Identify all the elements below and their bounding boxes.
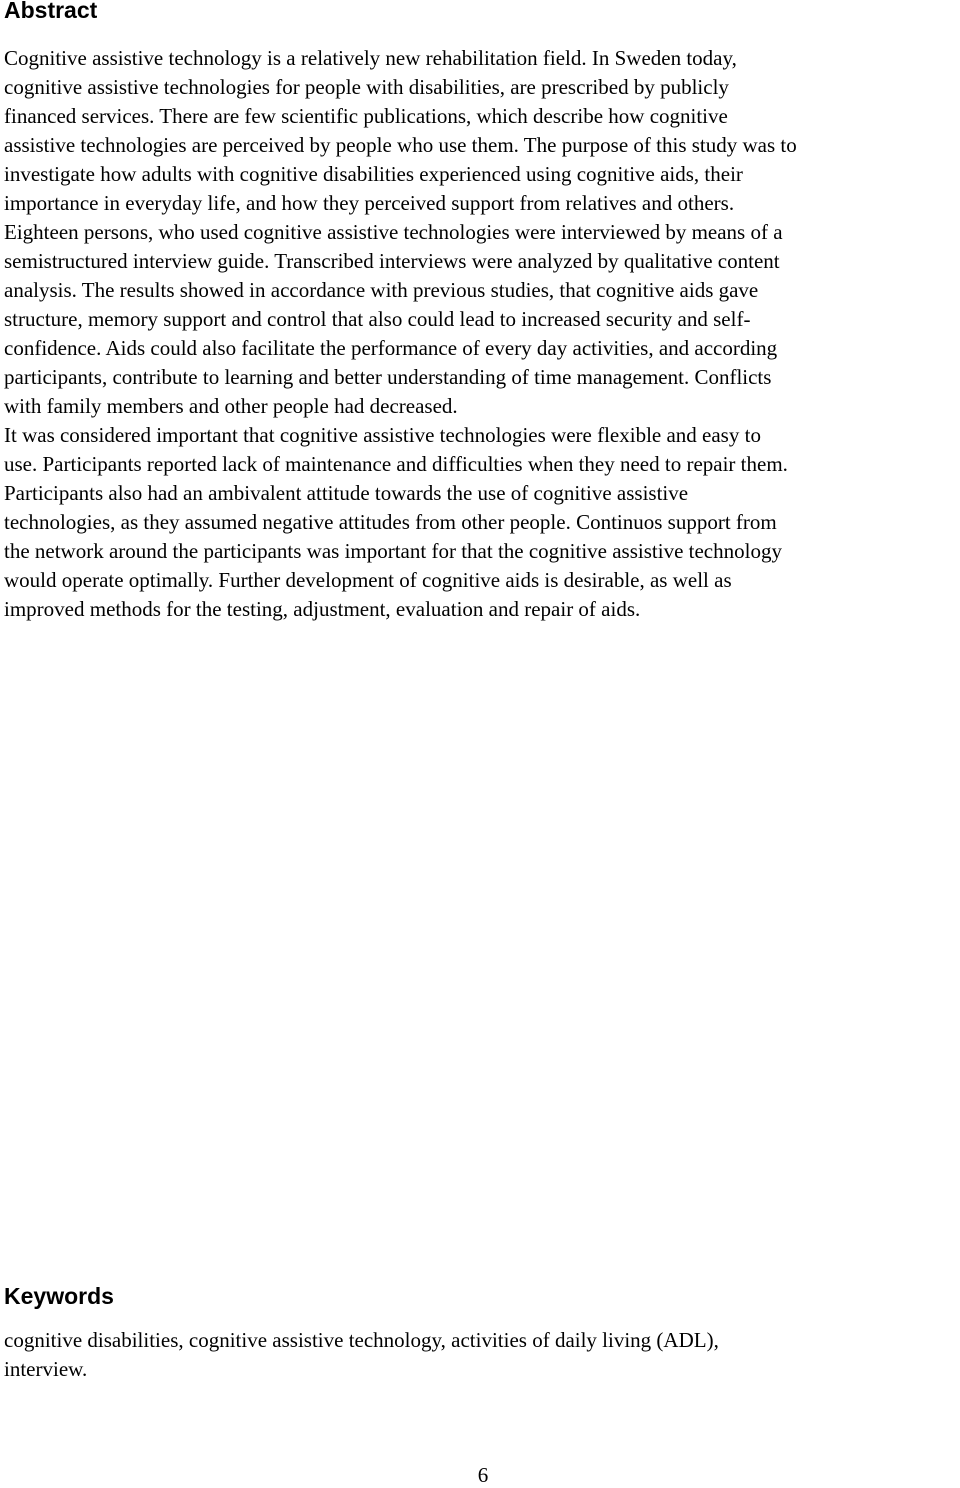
abstract-line: confidence. Aids could also facilitate the performance of every day activities, and according: [4, 336, 778, 360]
abstract-line: Cognitive assistive technology is a relatively new rehabilitation field. In Sweden today,: [4, 46, 737, 70]
abstract-line: Participants also had an ambivalent attitude towards the use of cognitive assistive: [4, 481, 689, 505]
abstract-line: the network around the participants was important for that the cognitive assistive technology: [4, 539, 782, 563]
abstract-line: would operate optimally. Further development of cognitive aids is desirable, as well as: [4, 568, 732, 592]
abstract-line: with family members and other people had decreased.: [4, 394, 458, 418]
keywords-line: interview.: [4, 1357, 88, 1381]
abstract-body: [4, 44, 960, 624]
keywords-line: cognitive disabilities, cognitive assistive technology, activities of daily living (ADL),: [4, 1328, 719, 1352]
keywords-heading: Keywords: [4, 1283, 114, 1309]
abstract-line: financed services. There are few scientific publications, which describe how cognitive: [4, 104, 728, 128]
abstract-line: technologies, as they assumed negative attitudes from other people. Continuos support from: [4, 510, 777, 534]
abstract-heading: Abstract: [4, 0, 98, 23]
abstract-line: assistive technologies are perceived by people who use them. The purpose of this study was to: [4, 133, 797, 157]
abstract-line: analysis. The results showed in accordance with previous studies, that cognitive aids gave: [4, 278, 759, 302]
abstract-line: structure, memory support and control that also could lead to increased security and self-: [4, 307, 751, 331]
abstract-line: Eighteen persons, who used cognitive assistive technologies were interviewed by means of a: [4, 220, 783, 244]
abstract-line: semistructured interview guide. Transcribed interviews were analyzed by qualitative content: [4, 249, 780, 273]
abstract-line: participants, contribute to learning and better understanding of time management. Conflicts: [4, 365, 772, 389]
abstract-line: It was considered important that cognitive assistive technologies were flexible and easy to: [4, 423, 761, 447]
abstract-line: cognitive assistive technologies for people with disabilities, are prescribed by publicly: [4, 75, 729, 99]
keywords-body: [4, 1326, 960, 1384]
page-number: 6: [477, 1463, 489, 1487]
abstract-line: importance in everyday life, and how they perceived support from relatives and others.: [4, 191, 735, 215]
abstract-line: investigate how adults with cognitive disabilities experienced using cognitive aids, their: [4, 162, 743, 186]
abstract-line: use. Participants reported lack of maintenance and difficulties when they need to repair them.: [4, 452, 788, 476]
abstract-line: improved methods for the testing, adjustment, evaluation and repair of aids.: [4, 597, 641, 621]
